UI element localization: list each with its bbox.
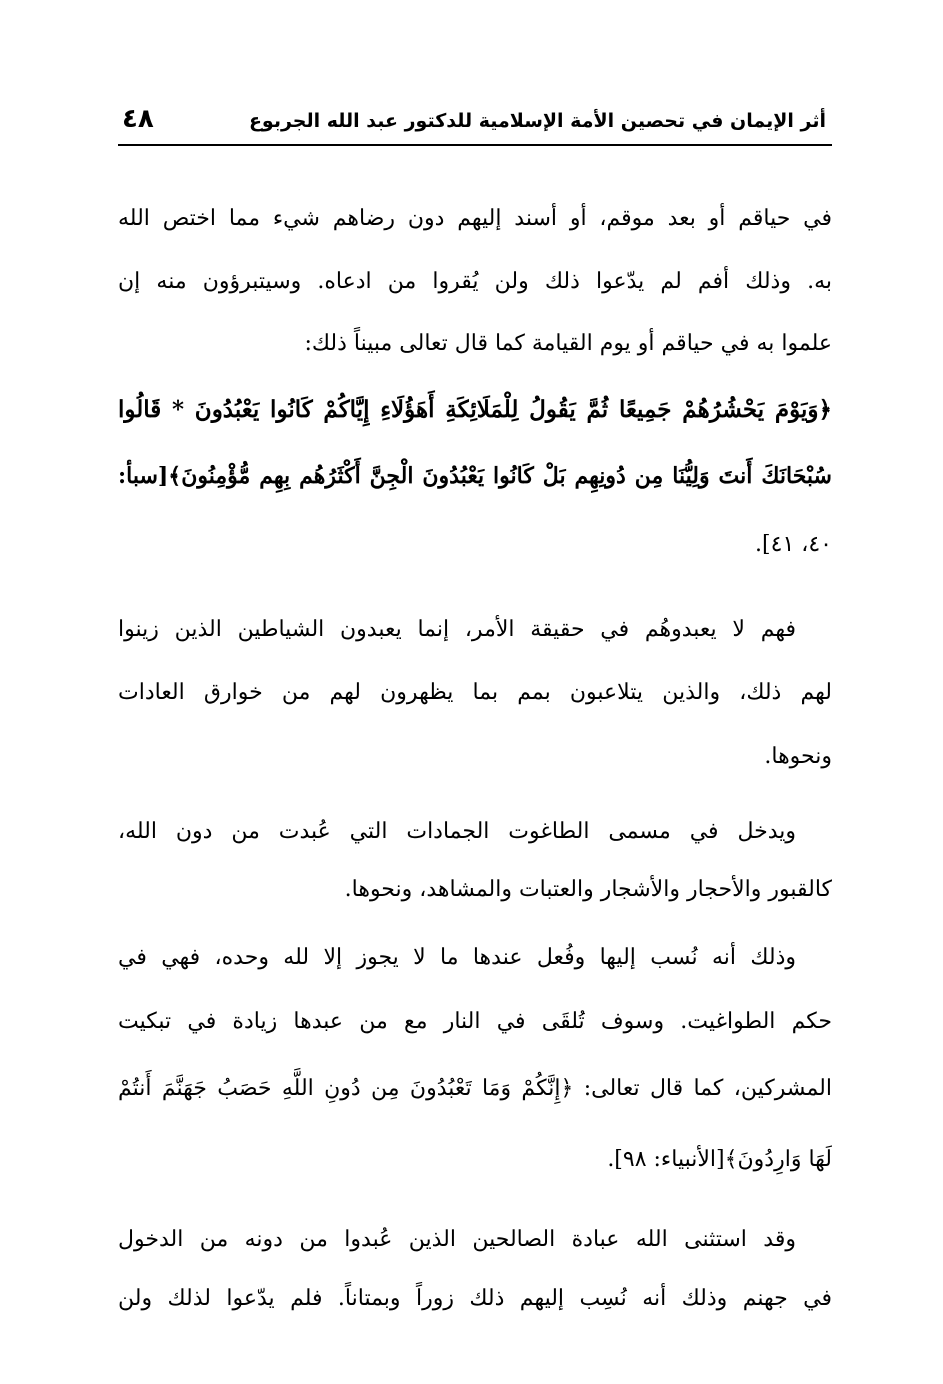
body-line: علموا به في حياقم أو يوم القيامة كما قال تعالى مبيناً ذلك: <box>304 331 832 356</box>
body-line: وقد استثنى الله عبادة الصالحين الذين عُبدوا من دونه من الدخول <box>118 1227 796 1252</box>
body-line: به. وذلك أفم لم يدّعوا ذلك ولن يُقروا من ادعاه. وسيتبرؤون منه إن <box>118 269 832 294</box>
body-line: في حياقم أو بعد موقم، أو أسند إليهم دون رضاهم شيء مما اختص الله <box>118 206 832 231</box>
body-line: في جهنم وذلك أنه نُسِب إليهم ذلك زوراً وبمتاناً. فلم يدّعوا لذلك ولن <box>118 1286 832 1311</box>
page-header <box>118 100 832 146</box>
body-line: ويدخل في مسمى الطاغوت الجمادات التي عُبدت من دون الله، <box>118 819 796 844</box>
body-line: وذلك أنه نُسب إليها وفُعل عندها ما لا يجوز إلا لله وحده، فهي في <box>118 945 796 970</box>
body-line: ونحوها. <box>764 744 832 769</box>
body-line: كالقبور والأحجار والأشجار والعتبات والمشاهد، ونحوها. <box>344 877 832 902</box>
page-number: ٤٨ <box>122 104 154 134</box>
body-line: حكم الطواغيت. وسوف تُلقَى في النار مع من عبدها زيادة في تبكيت <box>118 1009 832 1034</box>
body-line: فهم لا يعبدوهُم في حقيقة الأمر، إنما يعبدون الشياطين الذين زينوا <box>118 617 796 642</box>
body-line-with-verse: المشركين، كما قال تعالى: ﴿إِنَّكُمْ وَمَا تَعْبُدُونَ مِن دُونِ اللَّهِ حَصَبُ جَهَنَّمَ أَنتُمْ <box>118 1076 832 1101</box>
body-line: لهم ذلك، والذين يتلاعبون بمم بما يظهرون لهم من خوارق العادات <box>118 680 832 705</box>
quran-verse-line: ﴿وَيَوْمَ يَحْشُرُهُمْ جَمِيعًا ثُمَّ يَقُولُ لِلْمَلَائِكَةِ أَهَؤُلَاءِ إِيَّاكُمْ كَانُوا يَعْبُدُونَ * قَالُوا <box>118 396 832 423</box>
body-line: ٤٠، ٤١]. <box>755 532 832 557</box>
page-body <box>118 185 832 1329</box>
quran-verse-line: سُبْحَانَكَ أَنتَ وَلِيُّنَا مِن دُونِهِم بَلْ كَانُوا يَعْبُدُونَ الْجِنَّ أَكْثَرُهُم بِهِم مُّؤْمِنُونَ﴾[سبأ: <box>118 463 832 489</box>
running-title: أثر الإيمان في تحصين الأمة الإسلامية للدكتور عبد الله الجربوع <box>248 110 826 132</box>
body-line-with-verse: لَهَا وَارِدُونَ﴾[الأنبياء: ٩٨]. <box>607 1147 832 1172</box>
